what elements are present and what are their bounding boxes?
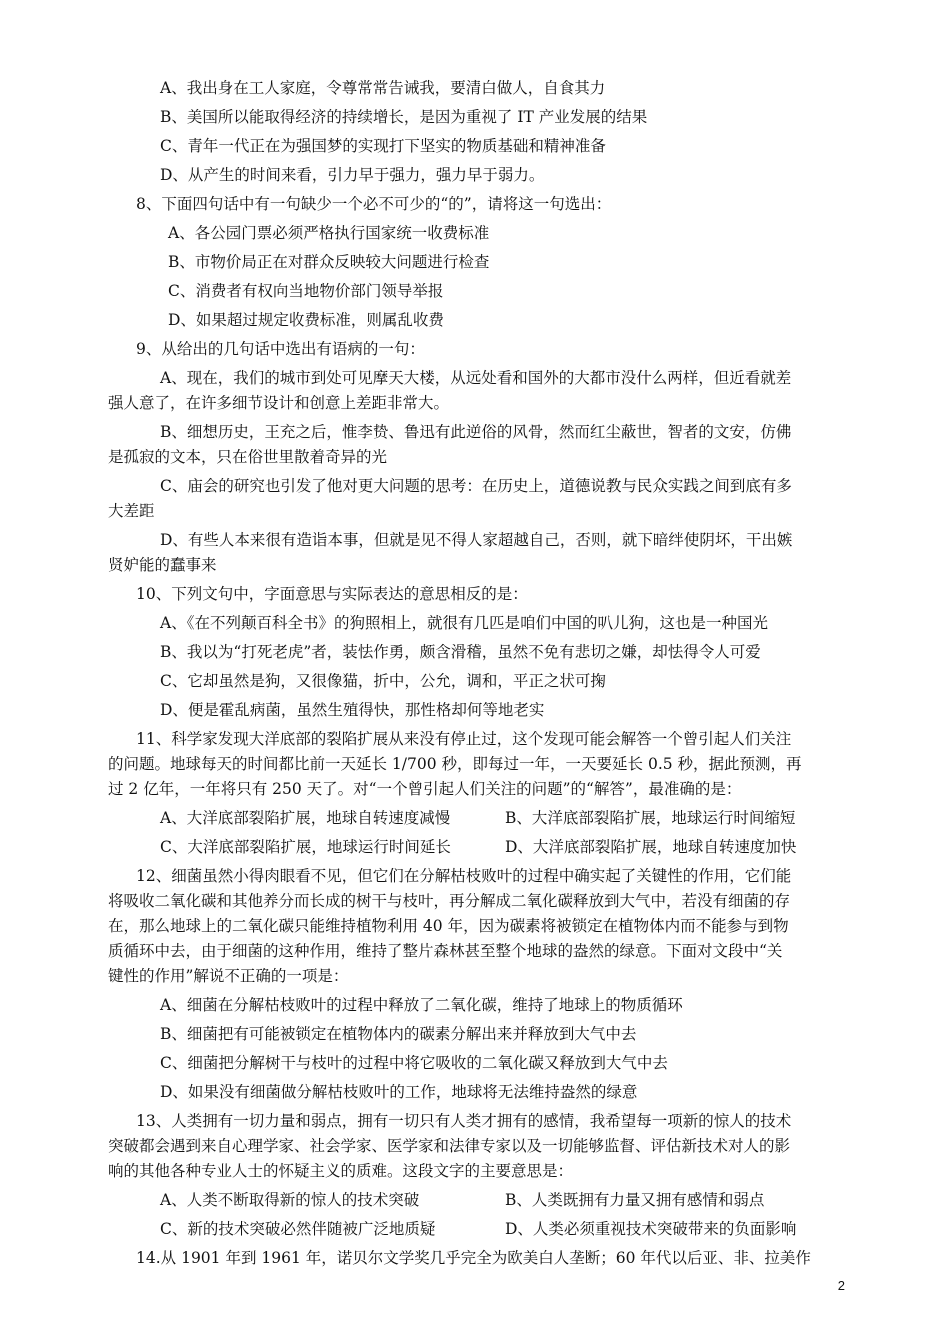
question-9: 9、从给出的几句话中选出有语病的一句：: [136, 340, 425, 358]
option-d: D、人类必须重视技术突破带来的负面影响: [505, 1220, 797, 1238]
text-line: A、细菌在分解枯枝败叶的过程中释放了二氧化碳，维持了地球上的物质循环: [160, 996, 683, 1014]
option-row: [160, 806, 796, 830]
text-line: C、它却虽然是狗，又很像猫，折中，公允，调和，平正之状可掬: [160, 672, 606, 690]
text-line: 质循环中去，由于细菌的这种作用，维持了整片森林甚至整个地球的盎然的绿意。下面对文段中“关: [108, 942, 783, 960]
option-a: A、人类不断取得新的惊人的技术突破: [160, 1191, 420, 1209]
text-line: 强人意了，在许多细节设计和创意上差距非常大。: [108, 394, 450, 412]
question-14: 14.从 1901 年到 1961 年，诺贝尔文学奖几乎完全为欧美白人垄断；60 年代以后亚、非、拉美作: [136, 1249, 811, 1267]
text-line: B、美国所以能取得经济的持续增长，是因为重视了 IT 产业发展的结果: [160, 108, 648, 126]
option-row: [160, 1217, 797, 1241]
text-line: D、如果没有细菌做分解枯枝败叶的工作，地球将无法维持盎然的绿意: [160, 1083, 638, 1101]
text-line: 的问题。地球每天的时间都比前一天延长 1/700 秒，即每过一年，一天要延长 0.5 秒，据此预测，再: [108, 755, 802, 773]
text-line: A、各公园门票必须严格执行国家统一收费标准: [168, 224, 490, 242]
text-line: B、市物价局正在对群众反映较大问题进行检查: [168, 253, 490, 271]
text-line: 在，那么地球上的二氧化碳只能维持植物利用 40 年，因为碳素将被锁定在植物体内而不能参与到物: [108, 917, 789, 935]
question-10: 10、下列文句中，字面意思与实际表达的意思相反的是：: [136, 585, 528, 603]
text-line: 突破都会遇到来自心理学家、社会学家、医学家和法律专家以及一切能够监督、评估新技术对人的影: [108, 1137, 791, 1155]
page-number: 2: [837, 1278, 845, 1293]
text-line: C、细菌把分解树干与枝叶的过程中将它吸收的二氧化碳又释放到大气中去: [160, 1054, 668, 1072]
option-a: A、大洋底部裂陷扩展，地球自转速度减慢: [160, 809, 451, 827]
text-line: B、细菌把有可能被锁定在植物体内的碳素分解出来并释放到大气中去: [160, 1025, 637, 1043]
text-line: C、消费者有权向当地物价部门领导举报: [168, 282, 444, 300]
text-line: A、《在不列颠百科全书》的狗照相上，就很有几匹是咱们中国的叭儿狗，这也是一种国光: [160, 614, 768, 632]
text-line: A、现在，我们的城市到处可见摩天大楼，从远处看和国外的大都市没什么两样，但近看就差: [160, 369, 792, 387]
text-line: D、从产生的时间来看，引力早于强力，强力早于弱力。: [160, 166, 545, 184]
option-row: [160, 1188, 765, 1212]
question-11: 11、科学家发现大洋底部的裂陷扩展从来没有停止过，这个发现可能会解答一个曾引起人们关注: [136, 730, 792, 748]
text-line: 贤妒能的蠢事来: [108, 556, 217, 574]
option-row: [160, 835, 797, 859]
text-line: D、便是霍乱病菌，虽然生殖得快，那性格却何等地老实: [160, 701, 545, 719]
text-line: 键性的作用”解说不正确的一项是：: [108, 967, 349, 985]
question-8: 8、下面四句话中有一句缺少一个必不可少的“的”，请将这一句选出：: [136, 195, 612, 213]
text-line: D、如果超过规定收费标准，则属乱收费: [168, 311, 444, 329]
option-b: B、大洋底部裂陷扩展，地球运行时间缩短: [505, 809, 796, 827]
text-line: 将吸收二氧化碳和其他养分而长成的树干与枝叶，再分解成二氧化碳释放到大气中，若没有细菌的存: [108, 892, 791, 910]
option-b: B、人类既拥有力量又拥有感情和弱点: [505, 1191, 765, 1209]
text-line: C、庙会的研究也引发了他对更大问题的思考：在历史上，道德说教与民众实践之间到底有多: [160, 477, 792, 495]
text-line: 响的其他各种专业人士的怀疑主义的质难。这段文字的主要意思是：: [108, 1162, 574, 1180]
text-line: A、我出身在工人家庭，令尊常常告诫我，要清白做人，自食其力: [160, 79, 606, 97]
text-line: C、青年一代正在为强国梦的实现打下坚实的物质基础和精神准备: [160, 137, 606, 155]
question-13: 13、人类拥有一切力量和弱点，拥有一切只有人类才拥有的感情，我希望每一项新的惊人的技术: [136, 1112, 792, 1130]
text-line: B、细想历史，王充之后，惟李贽、鲁迅有此逆俗的风骨，然而红尘蔽世，智者的文安，仿佛: [160, 423, 792, 441]
text-line: 过 2 亿年，一年将只有 250 天了。对“一个曾引起人们关注的问题”的“解答”，最准确的是：: [108, 780, 742, 798]
text-line: 大差距: [108, 502, 155, 520]
text-line: D、有些人本来很有造诣本事，但就是见不得人家超越自己，否则，就下暗绊使阴坏，干出嫉: [160, 531, 793, 549]
option-d: D、大洋底部裂陷扩展，地球自转速度加快: [505, 838, 797, 856]
option-c: C、大洋底部裂陷扩展，地球运行时间延长: [160, 838, 451, 856]
option-c: C、新的技术突破必然伴随被广泛地质疑: [160, 1220, 436, 1238]
question-12: 12、细菌虽然小得肉眼看不见，但它们在分解枯枝败叶的过程中确实起了关键性的作用，它们能: [136, 867, 792, 885]
text-line: B、我以为“打死老虎”者，装怯作勇，颇含滑稽，虽然不免有悲切之嫌，却怯得令人可爱: [160, 643, 761, 661]
text-line: 是孤寂的文本，只在俗世里散着奇异的光: [108, 448, 388, 466]
